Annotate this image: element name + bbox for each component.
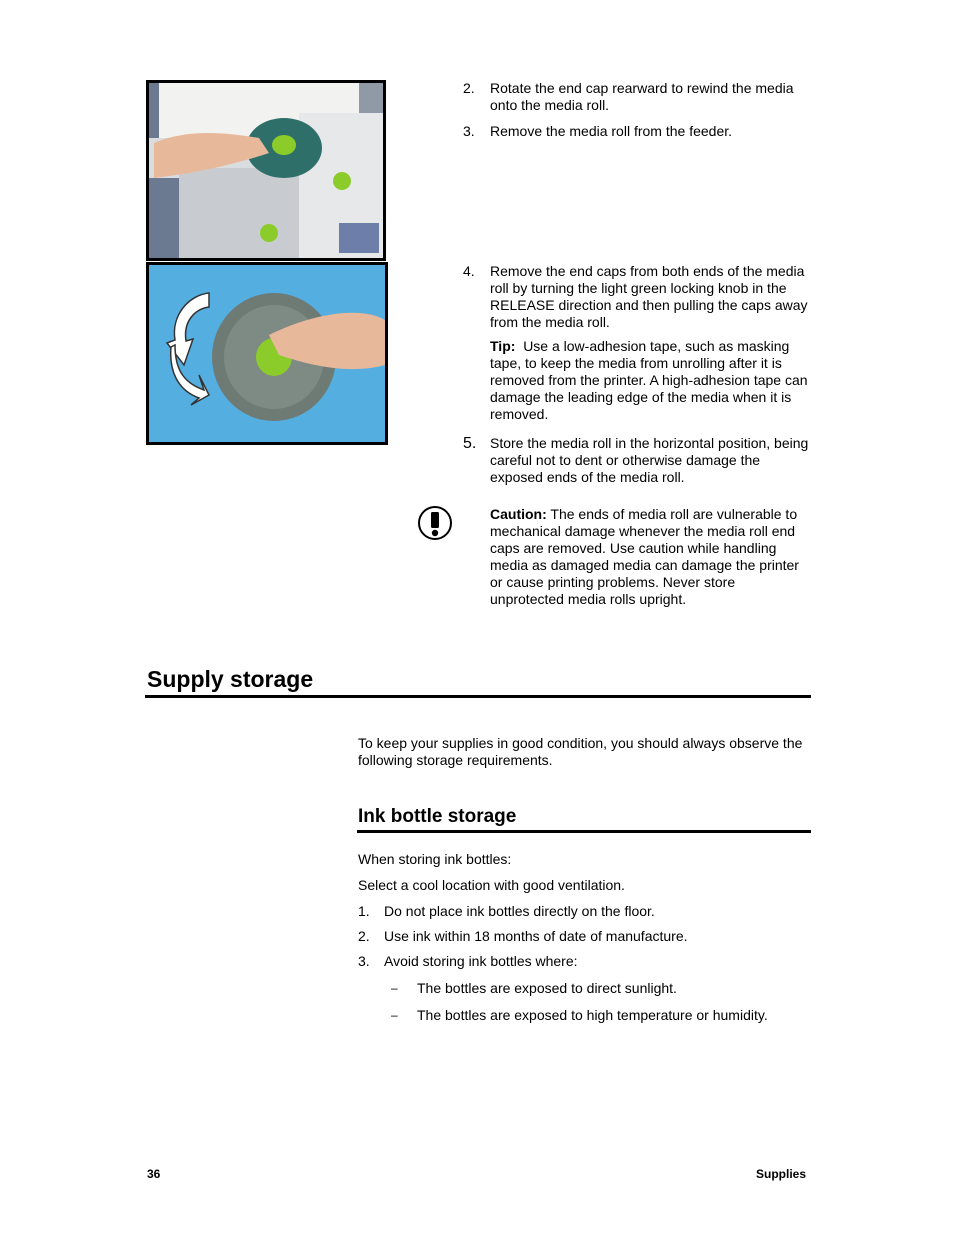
sub-item-text: The bottles are exposed to high temperature or humidity.: [417, 1007, 768, 1023]
step-text: Rotate the end cap rearward to rewind the media onto the media roll.: [490, 80, 794, 113]
tip-label: Tip:: [490, 338, 516, 354]
tip-text: Use a low-adhesion tape, such as masking tape, to keep the media from unrolling after it is removed from the printer. A high-adhesion tape can damage the leading edge of the media when it is removed.: [490, 338, 808, 422]
caution-label: Caution:: [490, 506, 547, 522]
step-number: 5.: [463, 435, 477, 452]
item-text: Avoid storing ink bottles where:: [384, 953, 578, 969]
section-heading-supply-storage: Supply storage: [147, 666, 314, 692]
step-text: Remove the end caps from both ends of the media roll by turning the light green locking knob in the RELEASE direction and then pulling the caps away from the media roll.: [490, 263, 808, 330]
item-number: 1.: [358, 903, 370, 919]
step-text: Store the media roll in the horizontal position, being careful not to dent or otherwise damage the exposed ends of the media roll.: [490, 435, 809, 485]
item-text: Use ink within 18 months of date of manufacture.: [384, 928, 688, 944]
step-number: 4.: [463, 263, 475, 279]
caution-icon: [417, 505, 453, 541]
ink-lead-2: Select a cool location with good ventilation.: [358, 877, 625, 893]
subheading-rule: [357, 830, 811, 833]
item-text: Do not place ink bottles directly on the floor.: [384, 903, 655, 919]
item-number: 2.: [358, 928, 370, 944]
caution-note: [490, 506, 812, 608]
subsection-heading-ink-bottle-storage: Ink bottle storage: [358, 806, 517, 827]
step-number: 3.: [463, 123, 475, 139]
step-number: 2.: [463, 80, 475, 96]
ink-lead-1: When storing ink bottles:: [358, 851, 512, 867]
photo-remove-end-cap: [146, 262, 388, 445]
page-number: 36: [147, 1167, 161, 1181]
supply-storage-intro: To keep your supplies in good condition, you should always observe the following storage requirements.: [358, 735, 803, 768]
heading-rule: [145, 695, 811, 698]
dash-marker: –: [391, 1008, 398, 1022]
tip-note: [490, 338, 812, 423]
caution-text: The ends of media roll are vulnerable to mechanical damage whenever the media roll end caps are removed. Use caution while handling media as damaged media can damage the printer or cause printing problems. Never store unprotected media rolls upright.: [490, 506, 799, 607]
step-text: Remove the media roll from the feeder.: [490, 123, 733, 139]
dash-marker: –: [391, 981, 398, 995]
item-number: 3.: [358, 953, 370, 969]
footer-section: Supplies: [755, 1167, 806, 1181]
sub-item-text: The bottles are exposed to direct sunlight.: [417, 980, 677, 996]
photo-rewind-end-cap: [146, 80, 386, 261]
